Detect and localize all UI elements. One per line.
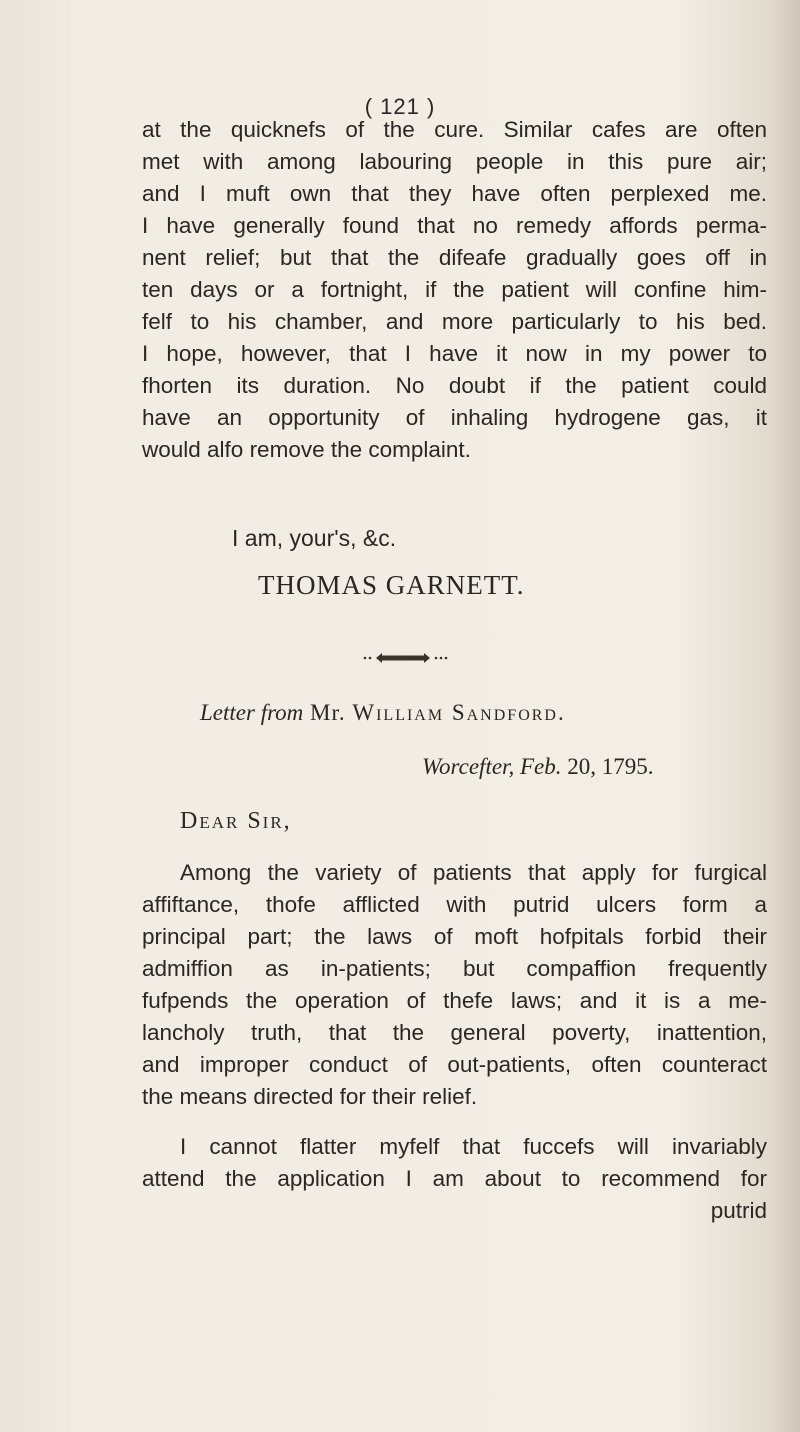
- text-line: I hope, however, that I have it now in my power to: [142, 341, 767, 366]
- dateline-month: Feb.: [519, 754, 562, 779]
- text-line: fhorten its duration. No doubt if the patient could: [142, 373, 767, 398]
- heading-title: Mr.: [303, 700, 353, 725]
- text-line: met with among labouring people in this pure air;: [142, 149, 767, 174]
- letter-dateline: [422, 754, 653, 780]
- heading-italic: Letter from: [200, 700, 304, 725]
- text-line: and I muft own that they have often perplexed me.: [142, 181, 767, 206]
- text-line: admiffion as in-patients; but compaffion frequently: [142, 956, 767, 981]
- printer-ornament-icon: [362, 650, 448, 666]
- paragraph-garnett-letter: [142, 114, 767, 466]
- text-line: attend the application I am about to recommend for: [142, 1166, 767, 1191]
- text-line: affiftance, thofe afflicted with putrid ulcers form a: [142, 892, 767, 917]
- text-line: felf to his chamber, and more particularly to his bed.: [142, 309, 767, 334]
- text-line: nent relief; but that the difeafe gradually goes off in: [142, 245, 767, 270]
- catchword: putrid: [710, 1198, 767, 1223]
- text-line: would alfo remove the complaint.: [142, 437, 471, 462]
- text-line: Among the variety of patients that apply for furgical: [180, 860, 767, 885]
- paragraph-sandford-1: [142, 857, 767, 1113]
- paragraph-sandford-2: [142, 1131, 767, 1227]
- dateline-place: Worcefter,: [422, 754, 515, 779]
- page-number: ( 121 ): [364, 94, 436, 119]
- text-line: lancholy truth, that the general poverty, inattention,: [142, 1020, 767, 1045]
- text-line: at the quicknefs of the cure. Similar cafes are often: [142, 117, 767, 142]
- text-line: have an opportunity of inhaling hydrogene gas, it: [142, 405, 767, 430]
- text-line: principal part; the laws of moft hofpitals forbid their: [142, 924, 767, 949]
- heading-author: William Sandford.: [352, 700, 566, 725]
- dateline-date: 20, 1795.: [561, 754, 654, 779]
- text-line: I have generally found that no remedy affords perma-: [142, 213, 767, 238]
- text-line: I cannot flatter myfelf that fuccefs will invariably: [180, 1134, 767, 1159]
- signature-name: THOMAS GARNETT.: [258, 570, 525, 600]
- text-line: fufpends the operation of thefe laws; and it is a me-: [142, 988, 767, 1013]
- text-line: ten days or a fortnight, if the patient will confine him-: [142, 277, 767, 302]
- letter-salutation: Dear Sir,: [180, 808, 292, 834]
- letter-heading: [200, 700, 566, 726]
- text-line: and improper conduct of out-patients, often counteract: [142, 1052, 767, 1077]
- letter-closing: I am, your's, &c.: [232, 525, 397, 551]
- text-line: the means directed for their relief.: [142, 1084, 478, 1109]
